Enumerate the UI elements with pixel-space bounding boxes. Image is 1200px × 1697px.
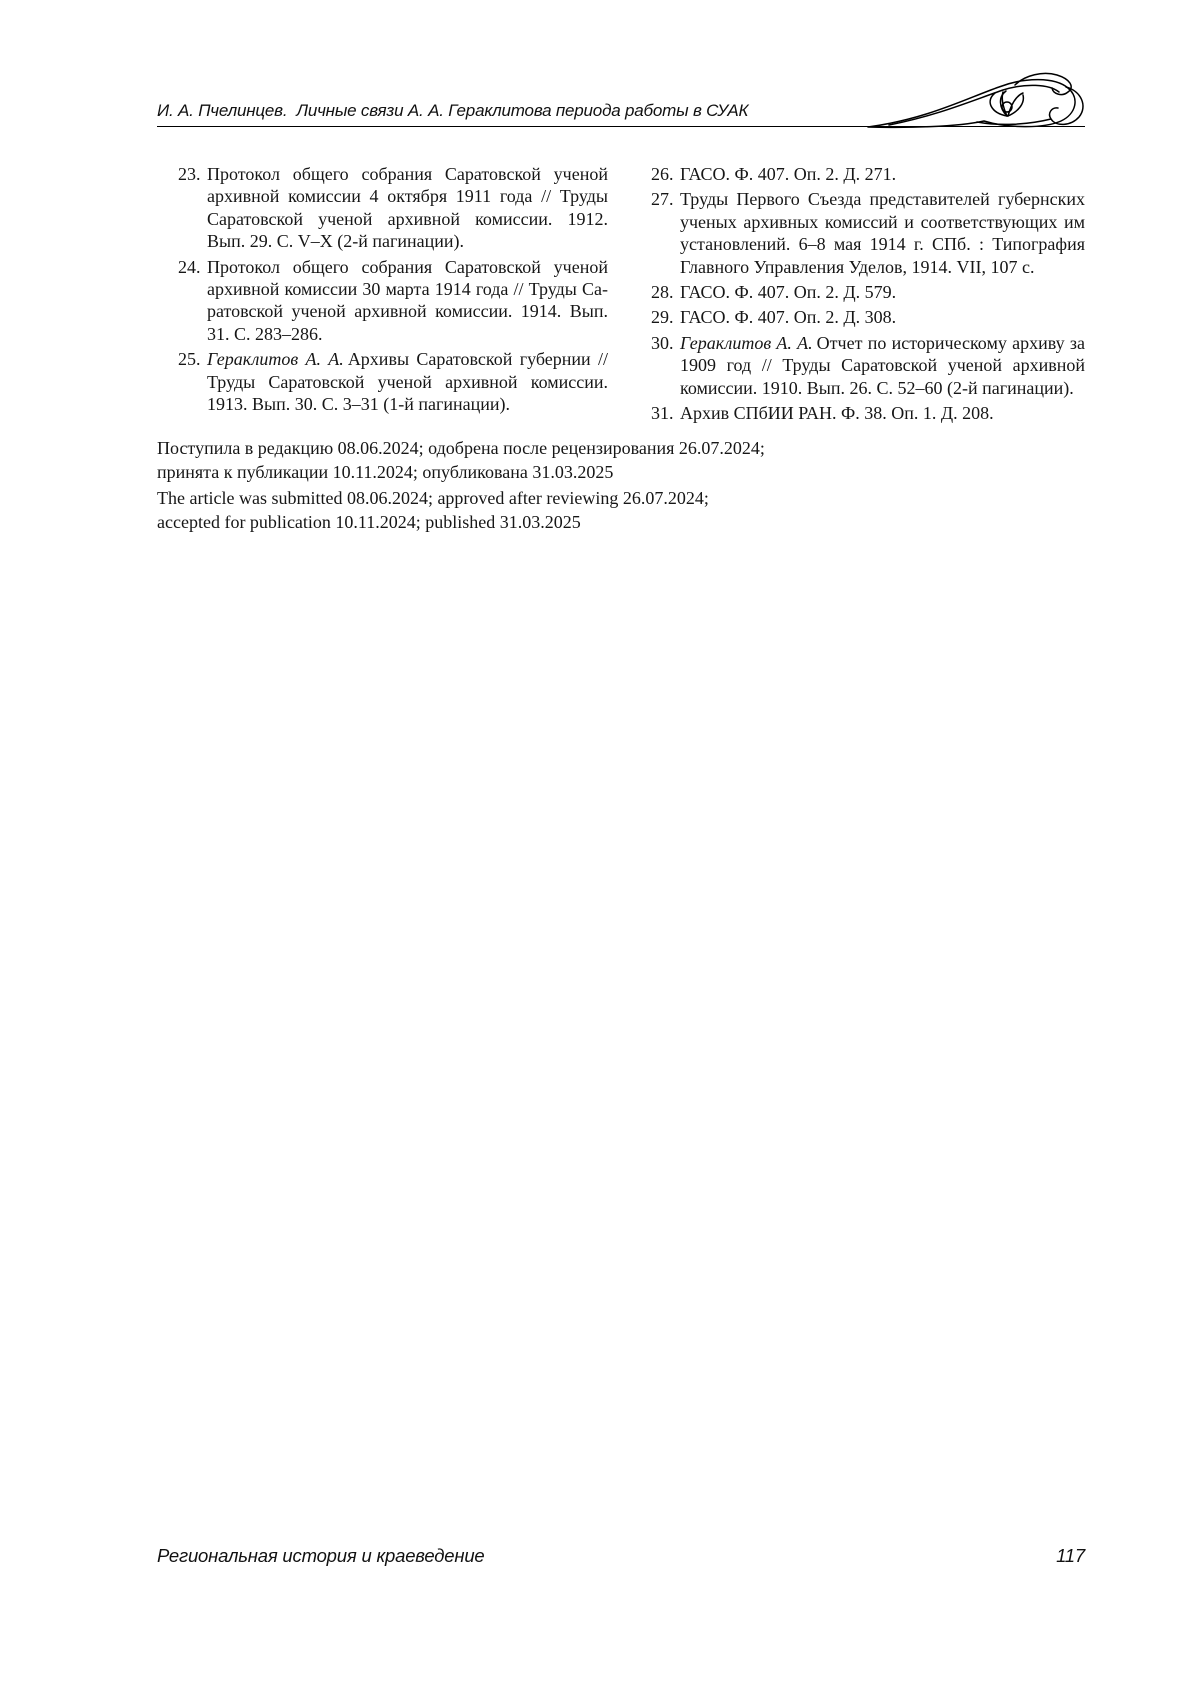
footer-section-title: Региональная история и краеведение	[157, 1545, 485, 1566]
submission-dates	[157, 437, 1085, 534]
reference-text: ГАСО. Ф. 407. Оп. 2. Д. 579.	[680, 282, 897, 303]
reference-item-23	[157, 163, 608, 253]
reference-text: ГАСО. Ф. 407. Оп. 2. Д. 308.	[680, 307, 897, 328]
reference-text: Отчет по историческому архиву за 1909 год // Труды Саратовской ученой архивной комиссии. 1910. Вып. 26. С. 52–60 (2-й пагинации).	[680, 332, 1085, 398]
reference-list	[157, 163, 1085, 424]
submission-dates-english	[157, 487, 1085, 534]
reference-text: Архивы Саратовской губернии // Труды Саратовской ученой архивной комиссии. 1913. Вып. 30. С. 3–31 (1-й пагинации).	[207, 349, 608, 415]
reference-number: 31.	[651, 403, 674, 424]
reference-text: Протокол общего собрания Саратовской ученой архивной комиссии 4 октября 1911 года // Труды Саратовской ученой архивной комиссии. 1912. Вып. 29. С. V–X (2-й пагинации).	[207, 164, 608, 252]
reference-text: Архив СПбИИ РАН. Ф. 38. Оп. 1. Д. 208.	[680, 403, 994, 424]
reference-number: 27.	[651, 189, 674, 210]
submission-en-line2: accepted for publication 10.11.2024; published 31.03.2025	[157, 511, 581, 532]
reference-number: 28.	[651, 282, 674, 303]
reference-item-27	[630, 188, 1085, 278]
submission-dates-russian	[157, 437, 1085, 484]
submission-ru-line1: Поступила в редакцию 08.06.2024; одобрена после рецензирования 26.07.2024;	[157, 438, 765, 458]
reference-item-25	[157, 348, 608, 415]
running-head-author: И. А. Пчелинцев.	[157, 101, 288, 120]
reference-number: 24.	[178, 256, 201, 277]
reference-column-left	[157, 163, 608, 424]
reference-number: 26.	[651, 164, 674, 184]
floral-ornament-icon	[867, 72, 1087, 132]
submission-ru-line2: принята к публикации 10.11.2024; опубликована 31.03.2025	[157, 461, 614, 482]
footer-page-number: 117	[1056, 1545, 1085, 1566]
reference-author: Гераклитов А. А.	[207, 349, 344, 370]
reference-item-31	[630, 402, 1085, 424]
page-footer	[157, 1545, 1085, 1567]
submission-en-line1: The article was submitted 08.06.2024; approved after reviewing 26.07.2024;	[157, 488, 709, 508]
reference-column-right	[630, 163, 1085, 424]
reference-text: Протокол общего собрания Саратовской ученой архивной комиссии 30 марта 1914 года // Труды Саратовской ученой архивной комиссии. 1914. Вып. 31. С. 283–286.	[207, 256, 608, 344]
reference-number: 30.	[651, 332, 674, 353]
running-head-title: Личные связи А. А. Гераклитова периода работы в СУАК	[296, 101, 749, 120]
reference-author: Гераклитов А. А.	[680, 332, 813, 353]
reference-item-29	[630, 306, 1085, 328]
reference-item-24	[157, 256, 608, 346]
reference-number: 29.	[651, 307, 674, 328]
reference-text: Труды Первого Съезда представителей губернских ученых архивных комиссий и соответствующих им установлений. 6–8 мая 1914 г. СПб. : Типография Главного Управления Уделов, 1914. VII, 107 с.	[680, 189, 1085, 277]
reference-item-26	[630, 163, 1085, 185]
reference-text: ГАСО. Ф. 407. Оп. 2. Д. 271.	[680, 164, 897, 184]
reference-number: 25.	[178, 349, 201, 370]
reference-item-28	[630, 281, 1085, 303]
reference-item-30	[630, 332, 1085, 399]
reference-number: 23.	[178, 164, 201, 184]
